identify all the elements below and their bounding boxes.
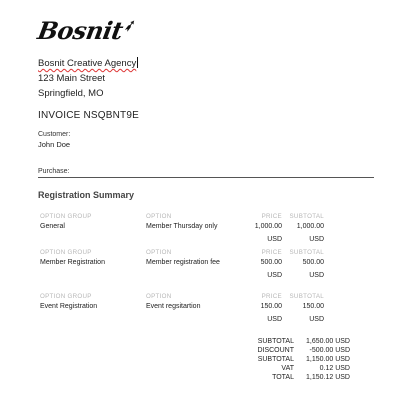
row-group: Member Registration <box>40 259 105 266</box>
sender-street: 123 Main Street <box>38 73 106 84</box>
purchase-divider <box>38 177 374 178</box>
company-logo <box>35 16 136 45</box>
row-subtotal-currency: USD <box>309 236 324 243</box>
totals-row <box>230 347 350 356</box>
row-option: Member registration fee <box>146 259 220 266</box>
row-subtotal: 500.00 <box>302 259 324 266</box>
summary-title: Registration Summary <box>38 190 135 200</box>
totals-value: 1,650.00 USD <box>306 338 350 345</box>
totals-value: -500.00 USD <box>309 347 350 354</box>
row-subtotal: 1,000.00 <box>296 223 324 230</box>
totals-label: SUBTOTAL <box>257 356 294 363</box>
sender-city: Springfield, MO <box>38 88 104 99</box>
totals-label: SUBTOTAL <box>257 338 294 345</box>
header-option: OPTION <box>146 249 172 256</box>
totals-block <box>230 338 350 383</box>
sender-address <box>38 56 138 101</box>
row-option: Event regsitartion <box>146 303 201 310</box>
totals-value: 1,150.12 USD <box>306 374 350 381</box>
logo-text: Bosnit <box>35 16 126 45</box>
customer-label: Customer: <box>38 131 71 138</box>
totals-row <box>230 365 350 374</box>
header-price: PRICE <box>261 249 282 256</box>
header-option: OPTION <box>146 293 172 300</box>
row-subtotal-currency: USD <box>309 272 324 279</box>
sender-name-line[interactable] <box>38 56 138 71</box>
row-price-currency: USD <box>267 236 282 243</box>
customer-name: John Doe <box>38 140 71 149</box>
row-subtotal-currency: USD <box>309 316 324 323</box>
header-subtotal: SUBTOTAL <box>289 293 324 300</box>
header-price: PRICE <box>261 293 282 300</box>
header-option: OPTION <box>146 213 172 220</box>
sender-name[interactable]: Bosnit Creative Agency <box>38 58 137 69</box>
header-subtotal: SUBTOTAL <box>289 249 324 256</box>
row-group: Event Registration <box>40 303 98 310</box>
summary-row-block <box>38 249 374 281</box>
logo-swoosh-icon: ➶ <box>122 17 136 36</box>
row-price-currency: USD <box>267 316 282 323</box>
summary-row-block <box>38 213 374 245</box>
totals-value: 0.12 USD <box>319 365 350 372</box>
row-price: 500.00 <box>260 259 282 266</box>
totals-label: VAT <box>281 365 294 372</box>
text-cursor <box>137 57 138 68</box>
header-option-group: OPTION GROUP <box>40 213 92 220</box>
totals-label: DISCOUNT <box>257 347 294 354</box>
header-subtotal: SUBTOTAL <box>289 213 324 220</box>
row-group: General <box>40 223 65 230</box>
row-price: 150.00 <box>260 303 282 310</box>
summary-row-block <box>38 293 374 325</box>
row-price: 1,000.00 <box>254 223 282 230</box>
purchase-label: Purchase: <box>38 168 70 175</box>
row-option: Member Thursday only <box>146 223 218 230</box>
totals-row <box>230 338 350 347</box>
totals-value: 1,150.00 USD <box>306 356 350 363</box>
invoice-title: INVOICE NSQBNT9E <box>38 110 139 121</box>
totals-label: TOTAL <box>272 374 294 381</box>
totals-row <box>230 374 350 383</box>
header-option-group: OPTION GROUP <box>40 293 92 300</box>
totals-row <box>230 356 350 365</box>
header-option-group: OPTION GROUP <box>40 249 92 256</box>
row-subtotal: 150.00 <box>302 303 324 310</box>
header-price: PRICE <box>261 213 282 220</box>
row-price-currency: USD <box>267 272 282 279</box>
